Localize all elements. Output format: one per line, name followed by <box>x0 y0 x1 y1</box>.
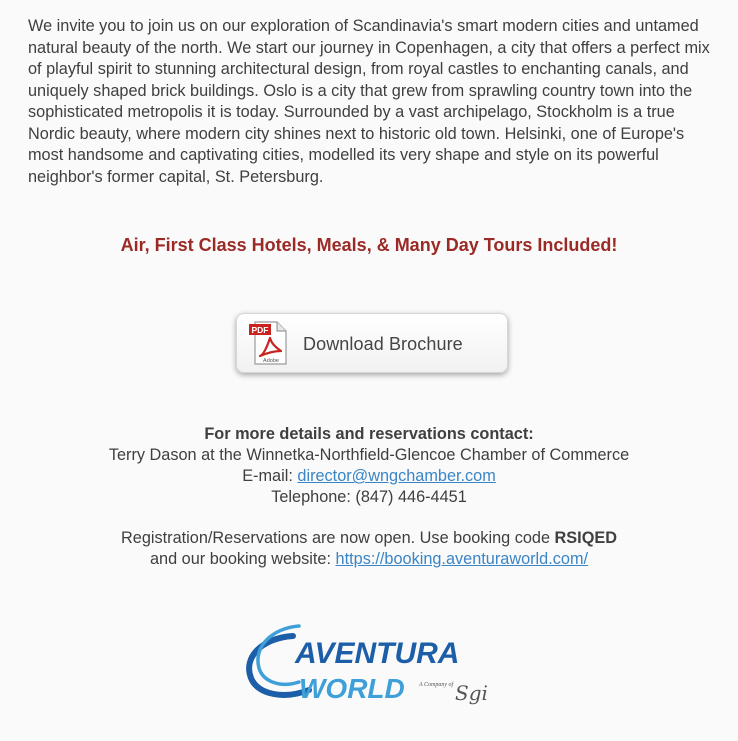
registration-line-1 <box>0 528 738 549</box>
website-label: and our booking website: <box>149 550 331 568</box>
phone-label: Telephone: <box>271 488 351 506</box>
contact-heading: For more details and reservations contact: <box>204 425 534 443</box>
logo-parent-mark: Sgi <box>455 681 488 705</box>
logo-word-world: WORLD <box>299 673 405 704</box>
email-link[interactable]: director@wngchamber.com <box>297 467 496 485</box>
booking-code: RSIQED <box>554 529 617 547</box>
contact-phone-row <box>0 487 738 508</box>
contact-name: Terry Dason at the Winnetka-Northfield-Glencoe Chamber of Commerce <box>108 446 630 464</box>
aventura-world-logo <box>243 616 503 716</box>
email-label: E-mail: <box>242 467 293 485</box>
tour-headline: Air, First Class Hotels, Meals, & Many Day Tours Included! <box>120 235 618 255</box>
pdf-badge-text: PDF <box>251 325 269 335</box>
intro-paragraph: We invite you to join us on our exploration of Scandinavia's smart modern cities and untamed natural beauty of the north. We start our journey in Copenhagen, a city that offers a perfect mix of playful spirit to stunning architectural design, from royal castles to enchanting canals, and uniquely shaped brick buildings. Oslo is a city that grew from sprawling country town into the sophisticated metropolis it is today. Surrounded by a vast archipelago, Stockholm is a true Nordic beauty, where modern city shines next to historic old town. Helsinki, one of Europe's most handsome and captivating cities, modelled its very shape and style on its powerful neighbor's former capital, St. Petersburg. <box>28 17 710 186</box>
download-brochure-label: Download Brochure <box>303 334 463 354</box>
booking-website-link[interactable]: https://booking.aventuraworld.com/ <box>335 550 589 568</box>
download-brochure-button[interactable] <box>236 313 508 373</box>
pdf-icon <box>249 320 289 366</box>
contact-block <box>0 424 738 508</box>
logo-tagline: A Company of <box>419 682 454 688</box>
pdf-caption-text: Adobe <box>263 358 279 364</box>
registration-text: Registration/Reservations are now open. Use booking code <box>121 529 551 547</box>
contact-email-row <box>0 466 738 487</box>
registration-block <box>0 528 738 570</box>
registration-line-2 <box>0 549 738 570</box>
phone-number: (847) 446-4451 <box>355 488 467 506</box>
logo-word-aventura: AVENTURA <box>295 637 460 670</box>
